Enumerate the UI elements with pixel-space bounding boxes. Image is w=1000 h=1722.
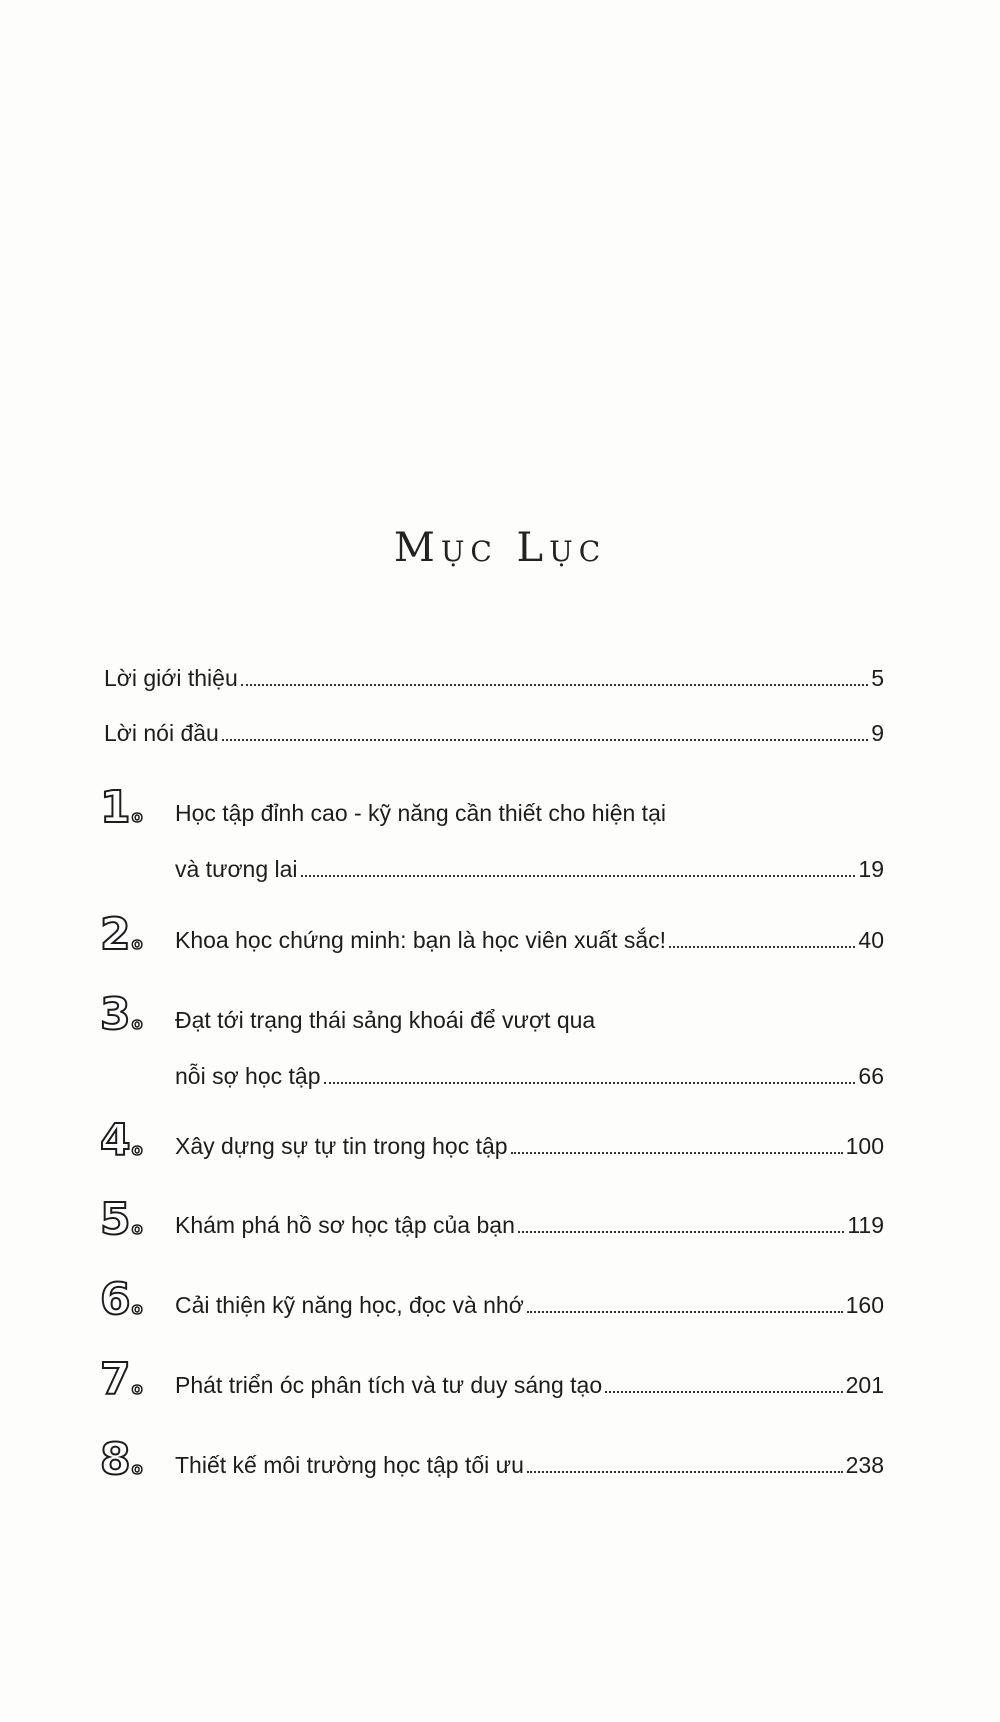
dot-leader bbox=[301, 875, 856, 877]
chapter-title-line2: nỗi sợ học tập bbox=[175, 1063, 321, 1089]
chapter-title-line1: Học tập đỉnh cao - kỹ năng cần thiết cho hiện tại bbox=[175, 800, 666, 826]
chapter-title: Phát triển óc phân tích và tư duy sáng tạo bbox=[175, 1372, 603, 1398]
chapter-title: Khoa học chứng minh: bạn là học viên xuất sắc! bbox=[175, 927, 667, 953]
chapter-title: Xây dựng sự tự tin trong học tập bbox=[175, 1133, 508, 1159]
chapter-title: Thiết kế môi trường học tập tối ưu bbox=[175, 1452, 524, 1478]
chapter-title: Cải thiện kỹ năng học, đọc và nhớ bbox=[175, 1292, 524, 1318]
dot-leader bbox=[518, 1231, 844, 1233]
dot-leader bbox=[222, 739, 868, 741]
dot-leader bbox=[527, 1311, 843, 1313]
chapter-number: 7o bbox=[100, 1354, 143, 1405]
chapter-page: 238 bbox=[845, 1452, 884, 1478]
dot-leader bbox=[511, 1152, 843, 1154]
chapter-number: 1o bbox=[100, 782, 143, 833]
chapter-page: 160 bbox=[845, 1292, 884, 1318]
chapter-number: 2o bbox=[100, 909, 143, 960]
chapter-page: 119 bbox=[847, 1212, 884, 1238]
dot-leader bbox=[605, 1391, 843, 1393]
dot-leader bbox=[527, 1471, 843, 1473]
chapter-number: 5o bbox=[100, 1194, 143, 1245]
toc-entry-label: Lời nói đầu bbox=[104, 720, 219, 746]
chapter-page: 19 bbox=[858, 856, 884, 882]
toc-entry-page: 5 bbox=[871, 665, 884, 691]
chapter-number: 6o bbox=[100, 1274, 143, 1325]
chapter-page: 100 bbox=[845, 1133, 884, 1159]
dot-leader bbox=[324, 1082, 856, 1084]
toc-entry-label: Lời giới thiệu bbox=[104, 665, 238, 691]
chapter-title-line1: Đạt tới trạng thái sảng khoái để vượt qua bbox=[175, 1007, 596, 1033]
chapter-page: 201 bbox=[845, 1372, 884, 1398]
toc-entry-preface bbox=[104, 720, 884, 750]
chapter-number: 3o bbox=[100, 989, 143, 1040]
chapter-number: 4o bbox=[100, 1115, 143, 1166]
chapter-number: 8o bbox=[100, 1434, 143, 1485]
chapter-title: Khám phá hồ sơ học tập của bạn bbox=[175, 1212, 515, 1238]
chapter-page: 40 bbox=[858, 927, 884, 953]
page-title: Mục Lục bbox=[393, 525, 607, 571]
toc-entry-intro bbox=[104, 665, 884, 695]
toc-entry-page: 9 bbox=[871, 720, 884, 746]
dot-leader bbox=[241, 684, 868, 686]
chapter-page: 66 bbox=[858, 1063, 884, 1089]
chapter-title-line2: và tương lai bbox=[175, 856, 298, 882]
dot-leader bbox=[669, 946, 855, 948]
